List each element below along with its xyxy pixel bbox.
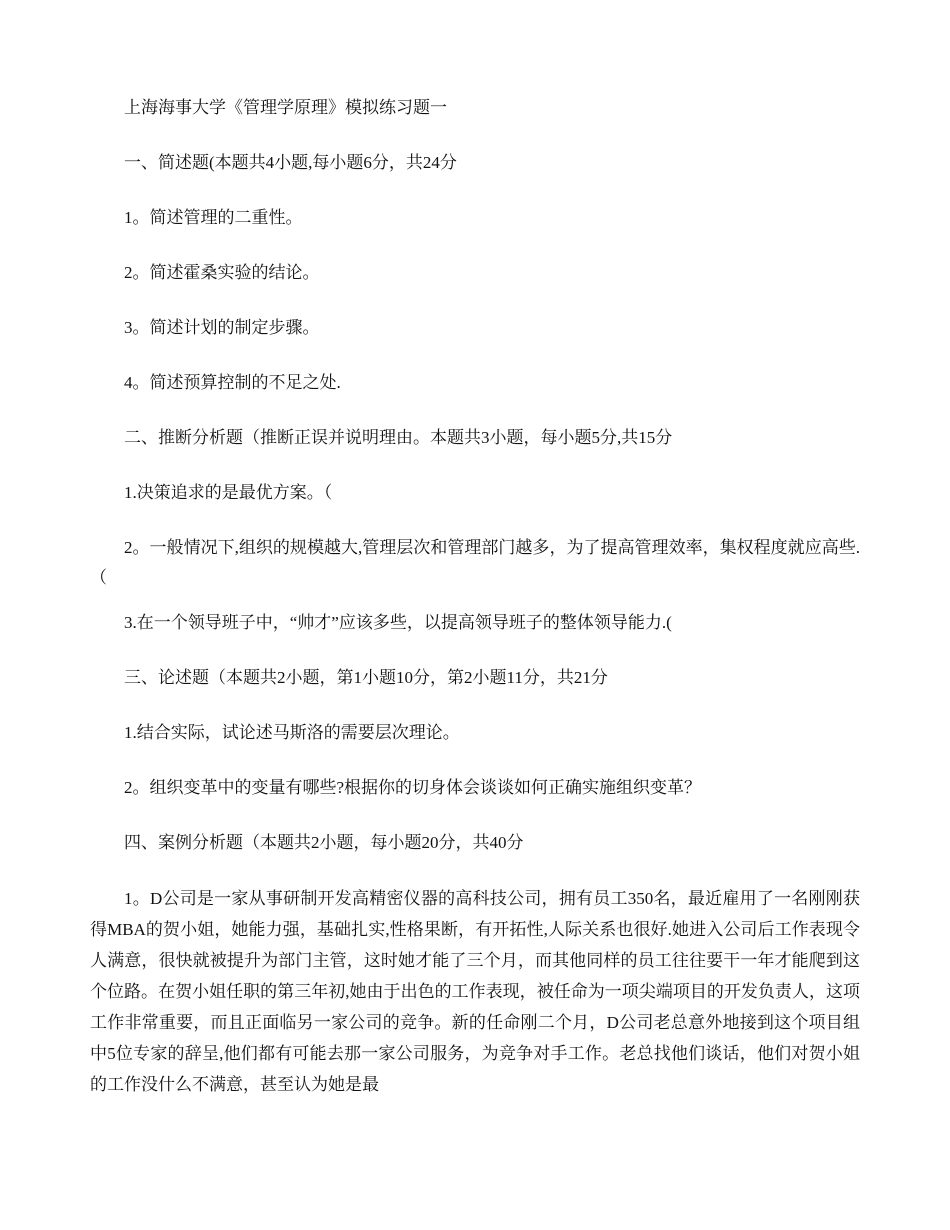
section-4-heading: 四、案例分析题（本题共2小题，每小题20分，共40分	[124, 833, 524, 852]
section-1-item-2: 2。简述霍桑实验的结论。	[124, 263, 320, 282]
section-1-heading: 一、简述题(本题共4小题,每小题6分，共24分	[124, 153, 457, 172]
section-3-heading: 三、论述题（本题共2小题，第1小题10分，第2小题11分，共21分	[124, 668, 608, 687]
section-2-item-3: 3.在一个领导班子中，“帅才”应该多些，以提高领导班子的整体领导能力.(	[124, 613, 672, 632]
section-1-item-3: 3。简述计划的制定步骤。	[124, 318, 320, 337]
section-1-item-1: 1。简述管理的二重性。	[124, 208, 303, 227]
section-2-item-2: 2。一般情况下,组织的规模越大,管理层次和管理部门越多，为了提高管理效率，集权程度就应高些.（	[90, 538, 860, 587]
document-page	[90, 93, 860, 1100]
section-3-item-2: 2。组织变革中的变量有哪些?根据你的切身体会谈谈如何正确实施组织变革？	[124, 778, 702, 797]
document-title: 上海海事大学《管理学原理》模拟练习题一	[124, 98, 447, 117]
section-3-item-1: 1.结合实际，试论述马斯洛的需要层次理论。	[124, 723, 460, 742]
section-1-item-4: 4。简述预算控制的不足之处.	[124, 373, 341, 392]
section-2-heading: 二、推断分析题（推断正误并说明理由。本题共3小题，每小题5分,共15分	[124, 428, 673, 447]
section-4-item-1: 1。D公司是一家从事研制开发高精密仪器的高科技公司，拥有员工350名，最近雇用了一名刚刚获得MBA的贺小姐，她能力强，基础扎实,性格果断，有开拓性,人际关系也很好.她进入公司后工作表现令人满意，很快就被提升为部门主管，这时她才能了三个月，而其他同样的员工往往要干一年才能爬到这个位路。在贺小姐任职的第三年初,她由于出色的工作表现，被任命为一项尖端项目的开发负责人，这项工作非常重要，而且正面临另一家公司的竞争。新的任命刚二个月，D公司老总意外地接到这个项目组中5位专家的辞呈,他们都有可能去那一家公司服务，为竞争对手工作。老总找他们谈话，他们对贺小姐的工作没什么不满意，甚至认为她是最	[90, 889, 860, 1094]
section-2-item-1: 1.决策追求的是最优方案。（	[124, 483, 333, 502]
